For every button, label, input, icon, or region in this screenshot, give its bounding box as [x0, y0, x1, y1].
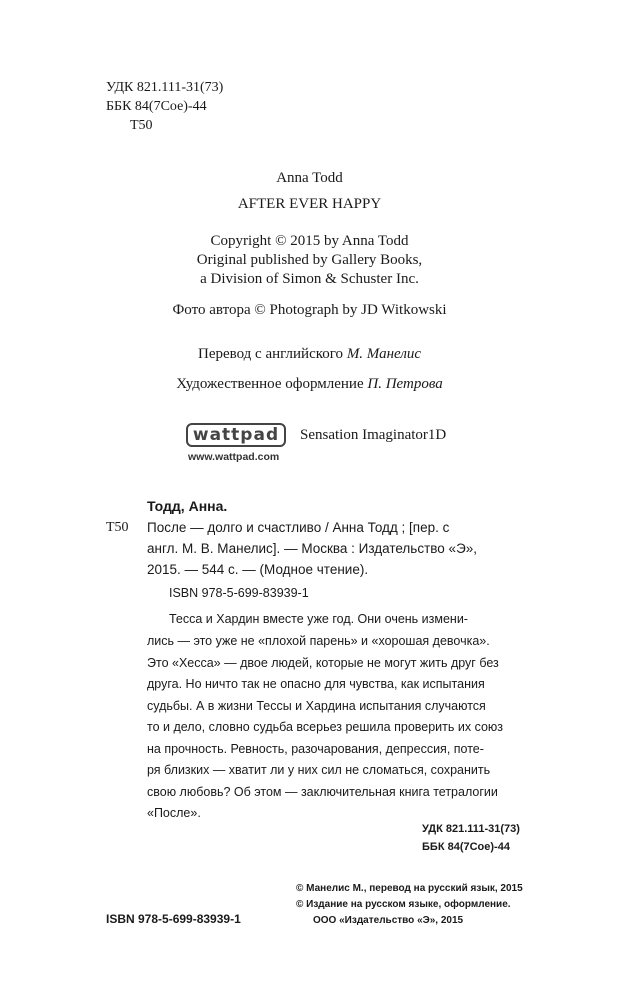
annotation-line-4: друга. Но ничто так не опасно для чувства, как испытания	[147, 677, 485, 691]
translation-credit	[0, 346, 619, 363]
footer-copyright-3: ООО «Издательство «Э», 2015	[313, 915, 464, 926]
author-code: Т50	[130, 118, 153, 133]
wattpad-url: www.wattpad.com	[188, 451, 280, 463]
annotation-line-8: ря близких — хватит ли у них сил не сломаться, сохранить	[147, 763, 491, 777]
annotation-line-2: лись — это уже не «плохой парень» и «хорошая девочка».	[147, 634, 490, 648]
footer-copyright-2: © Издание на русском языке, оформление.	[296, 899, 511, 910]
copyright-line-2: Original published by Gallery Books,	[196, 252, 423, 268]
copyright-line-1: Copyright © 2015 by Anna Todd	[210, 233, 409, 249]
annotation-line-1: Тесса и Хардин вместе уже год. Они очень измени-	[169, 612, 468, 626]
annotation-line-7: на прочность. Ревность, разочарования, депрессия, поте-	[147, 742, 484, 756]
catalog-line-3: 2015. — 544 с. — (Модное чтение).	[147, 562, 369, 577]
translator-name: М. Манелис	[346, 346, 422, 362]
bbk-code: ББК 84(7Сое)-44	[106, 99, 207, 114]
bottom-udk: УДК 821.111-31(73)	[422, 823, 520, 835]
catalog-author: Тодд, Анна.	[147, 498, 228, 514]
catalog-code: Т50	[106, 520, 129, 535]
annotation-line-6: то и дело, словно судьба всерьез решила проверить их союз	[147, 720, 504, 734]
udk-code: УДК 821.111-31(73)	[106, 80, 224, 95]
copyright-line-3: a Division of Simon & Schuster Inc.	[200, 271, 419, 287]
photo-credit: Фото автора © Photograph by JD Witkowski	[172, 302, 447, 318]
translation-label: Перевод с английского	[197, 346, 344, 362]
original-title: AFTER EVER HAPPY	[237, 196, 382, 212]
logo-caption: Sensation Imaginator1D	[300, 427, 447, 443]
footer-copyright-1: © Манелис М., перевод на русский язык, 2015	[296, 883, 523, 894]
original-author: Anna Todd	[276, 170, 343, 186]
catalog-isbn: ISBN 978-5-699-83939-1	[169, 586, 309, 600]
designer-name: П. Петрова	[367, 376, 443, 392]
footer-isbn: ISBN 978-5-699-83939-1	[106, 912, 241, 926]
design-credit	[0, 376, 619, 393]
bottom-bbk: ББК 84(7Сое)-44	[422, 841, 510, 853]
annotation-line-9: свою любовь? Об этом — заключительная книга тетралогии	[147, 785, 498, 799]
annotation-line-3: Это «Хесса» — двое людей, которые не могут жить друг без	[147, 656, 499, 670]
annotation-line-5: судьбы. А в жизни Тессы и Хардина испытания случаются	[147, 699, 486, 713]
design-label: Художественное оформление	[176, 376, 364, 392]
wattpad-logo: wattpad	[186, 423, 286, 447]
annotation-line-10: «После».	[147, 806, 201, 820]
catalog-line-1: После — долго и счастливо / Анна Тодд ; [пер. с	[147, 520, 450, 535]
catalog-line-2: англ. М. В. Манелис]. — Москва : Издательство «Э»,	[147, 541, 478, 556]
